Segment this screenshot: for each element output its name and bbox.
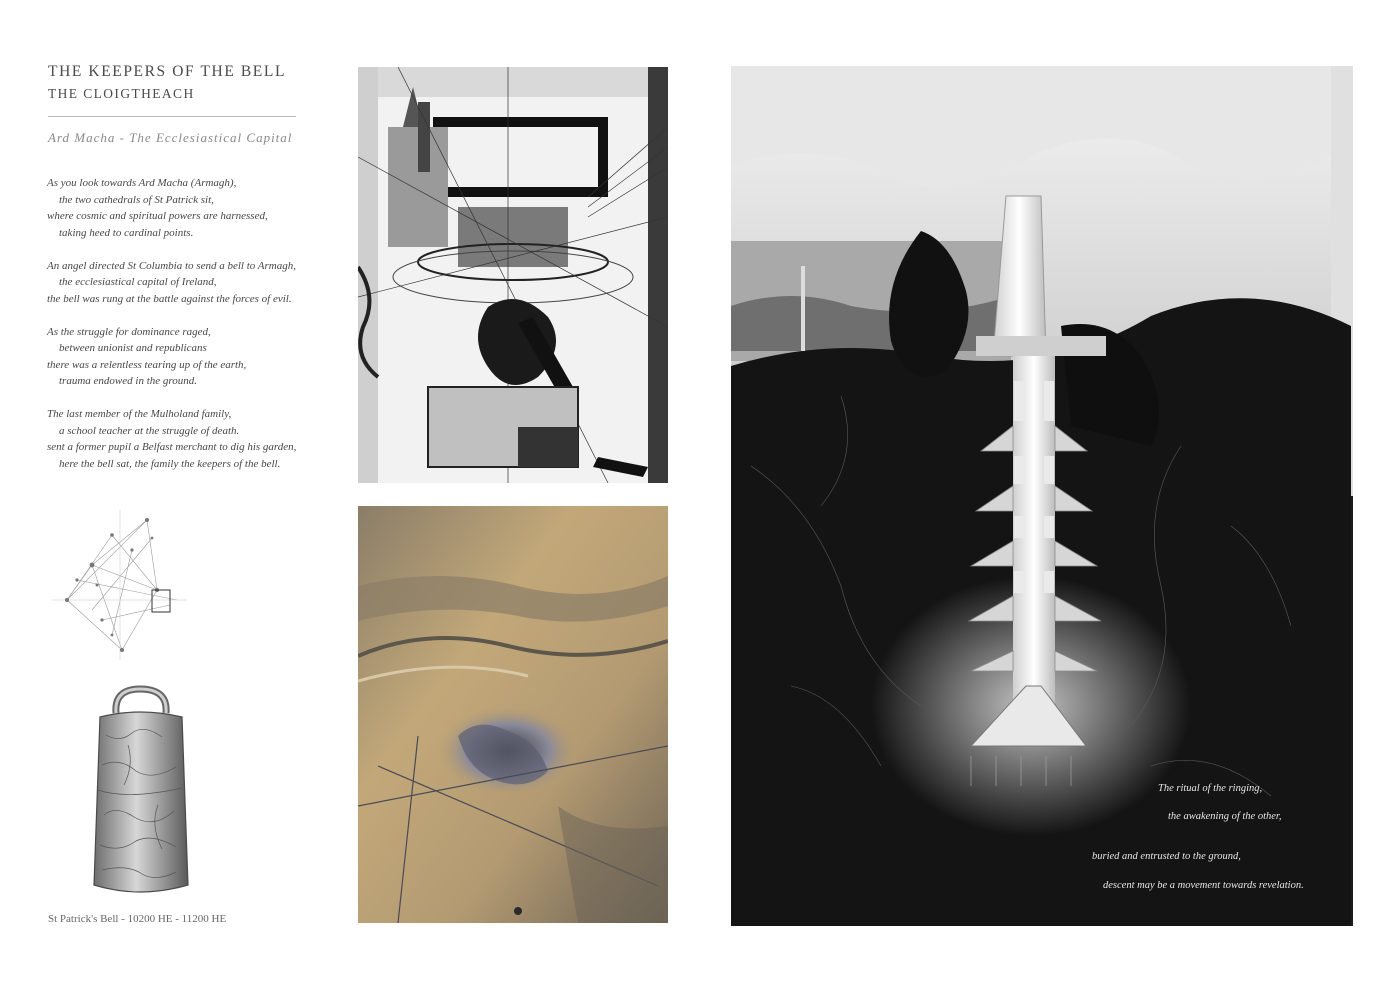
page-subtitle: THE CLOIGTHEACH: [48, 86, 195, 101]
quote-line: descent may be a movement towards revelation.: [1103, 880, 1304, 891]
poem-line: here the bell sat, the family the keepers of the bell.: [59, 457, 281, 470]
poem-line: the two cathedrals of St Patrick sit,: [59, 193, 214, 206]
poem-stanza: [47, 258, 337, 308]
section-drawing: [731, 66, 1353, 926]
page-title: THE KEEPERS OF THE BELL: [48, 63, 287, 80]
poem-line: trauma endowed in the ground.: [59, 375, 197, 387]
poem-line: a school teacher at the struggle of death.: [59, 424, 240, 437]
poem-line: As you look towards Ard Macha (Armagh),: [47, 177, 237, 189]
bell-caption: St Patrick's Bell - 10200 HE - 11200 HE: [48, 913, 227, 925]
poem-stanza: [47, 406, 337, 472]
earth-texture-photo: [358, 506, 668, 923]
poem-line: there was a relentless tearing up of the earth,: [47, 358, 247, 371]
poem-line: between unionist and republicans: [59, 342, 207, 354]
poem-stanza: [47, 175, 337, 241]
section-heading: Ard Macha - The Ecclesiastical Capital: [48, 130, 293, 145]
poem-line: An angel directed St Columbia to send a bell to Armagh,: [47, 259, 297, 272]
poem-line: the ecclesiastical capital of Ireland,: [59, 276, 217, 288]
quote-line: the awakening of the other,: [1168, 811, 1282, 822]
poem-line: where cosmic and spiritual powers are harnessed,: [47, 210, 268, 222]
title-divider: [48, 116, 296, 117]
poem-line: sent a former pupil a Belfast merchant to dig his garden,: [47, 441, 297, 453]
constellation-diagram: [52, 510, 187, 660]
collage-image: [358, 67, 668, 483]
bell-drawing: [88, 685, 193, 900]
quote-line: The ritual of the ringing,: [1158, 783, 1263, 794]
poem-stanza: [47, 324, 337, 390]
poem: [47, 175, 337, 489]
poem-line: the bell was rung at the battle against the forces of evil.: [47, 292, 292, 305]
poem-line: The last member of the Mulholand family,: [47, 408, 232, 420]
poem-line: taking heed to cardinal points.: [59, 226, 194, 239]
poem-line: As the struggle for dominance raged,: [47, 325, 211, 338]
quote-line: buried and entrusted to the ground,: [1092, 851, 1241, 862]
